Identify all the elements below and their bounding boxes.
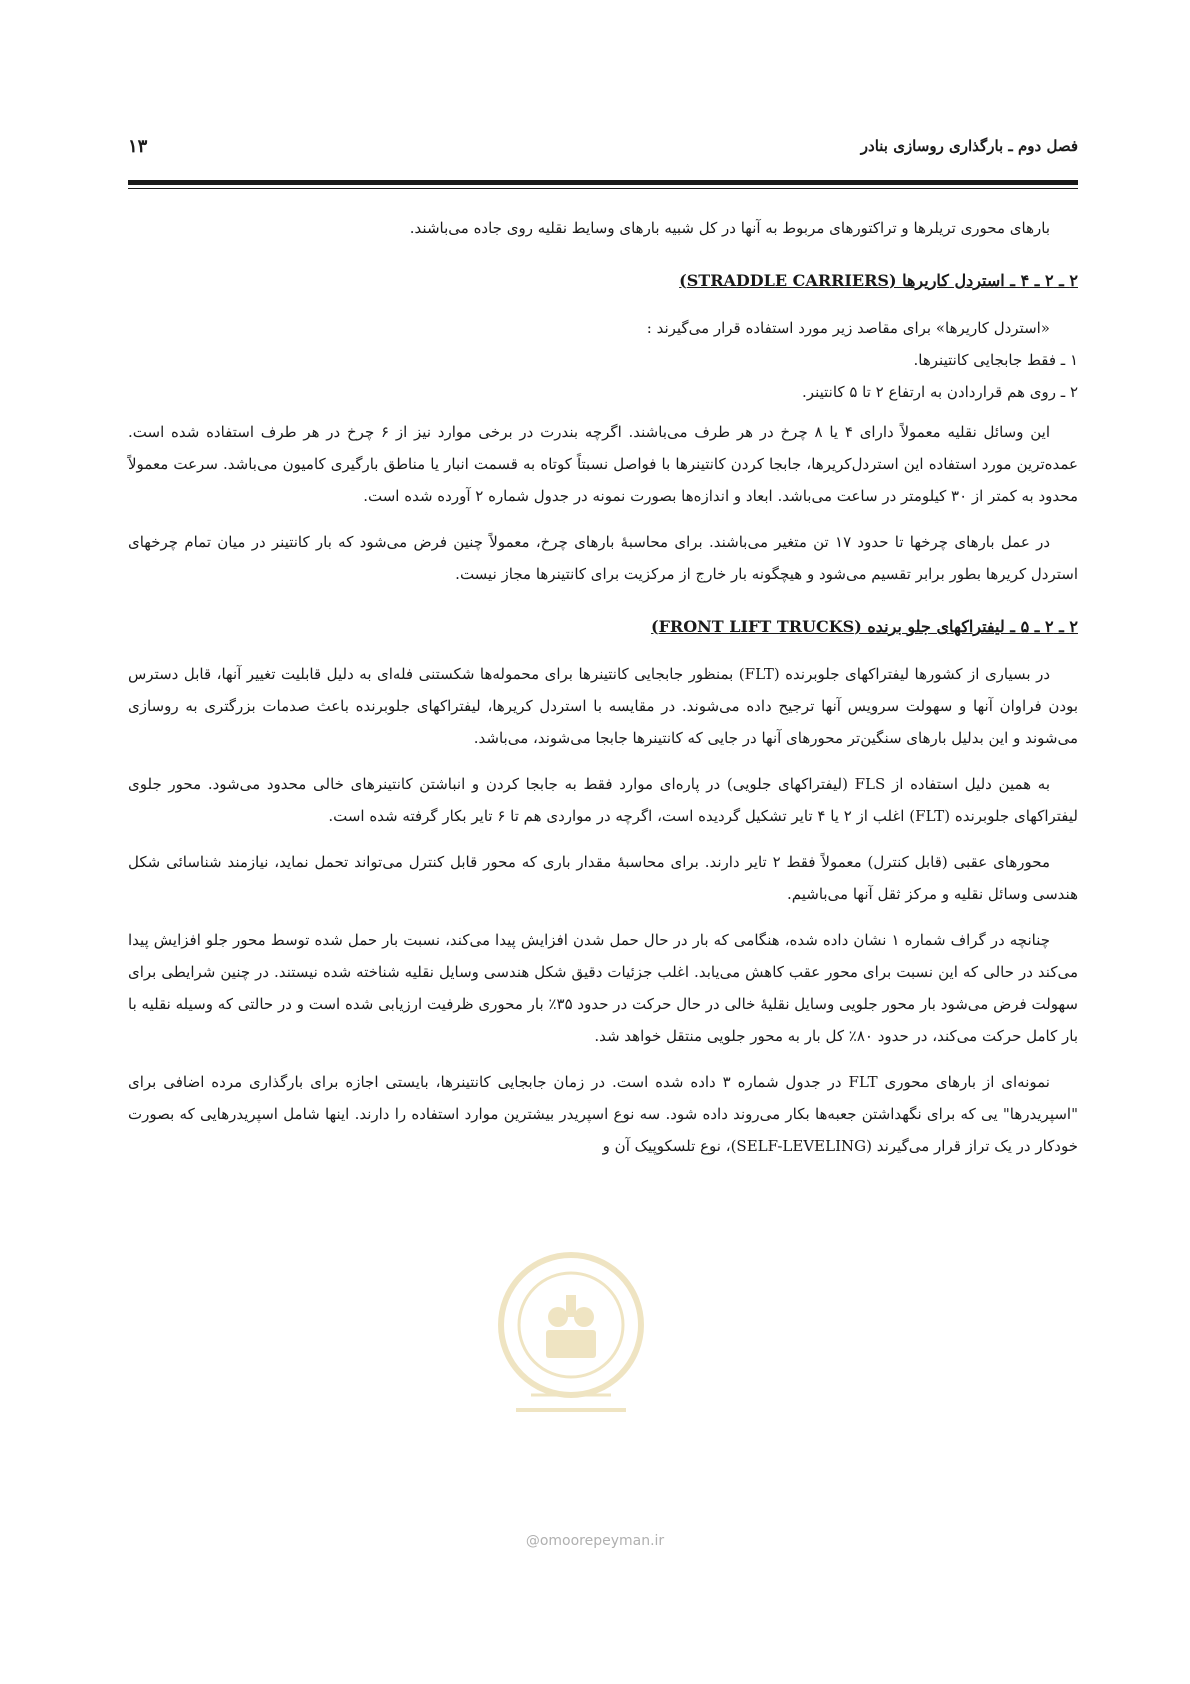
page-number: ۱۳ [128, 135, 148, 157]
chapter-title: فصل دوم ـ بارگذاری روسازی بنادر [860, 137, 1078, 155]
intro-paragraph: بارهای محوری تریلرها و تراکتورهای مربوط به آنها در کل شبیه بارهای وسایط نقلیه روی جاده می‌باشند. [409, 219, 1050, 237]
header-rule-thick [128, 180, 1078, 185]
section1-lead: «استردل کاریرها» برای مقاصد زیر مورد استفاده قرار می‌گیرند : [646, 319, 1050, 337]
page-header [128, 126, 1078, 166]
watermark-logo-icon [486, 1235, 656, 1430]
header-rule-thin [128, 188, 1078, 189]
list-item-1: ۱ ـ فقط جابجایی کانتینرها. [913, 351, 1078, 369]
section2-paragraph-5: نمونه‌ای از بارهای محوری FLT در جدول شماره ۳ داده شده است. در زمان جابجایی کانتینرها، بایستی اجازه برای بارگذاری مرده اضافی برای "اسپریدرها" یی که برای نگهداشتن جعبه‌ها بکار می‌روند داده شود. سه نوع اسپریدر بیشترین موارد استفاده را دارند. اینها شامل اسپریدرهایی که بصورت خودکار در یک تراز قرار می‌گیرند (SELF-LEVELING)، نوع تلسکوپیک آن و [128, 1073, 1078, 1155]
section1-paragraph-1: این وسائل نقلیه معمولاً دارای ۴ یا ۸ چرخ در هر طرف می‌باشند. اگرچه بندرت در برخی موارد نیز از ۶ چرخ در هر طرف استفاده شده است. عمده‌ترین مورد استفاده این استردل‌کریرها، جابجا کردن کانتینرها با فواصل نسبتاً کوتاه به قسمت انبار یا مناطق بارگیری کامیون می‌باشد. سرعت معمولاً محدود به کمتر از ۳۰ کیلومتر در ساعت می‌باشد. ابعاد و اندازه‌ها بصورت نمونه در جدول شماره ۲ آورده شده است. [128, 423, 1078, 505]
section2-paragraph-4: چنانچه در گراف شماره ۱ نشان داده شده، هنگامی که بار در حال حمل شدن افزایش پیدا می‌کند، نسبت بار حمل شده توسط محور جلو افزایش پیدا می‌کند در حالی که این نسبت برای محور عقب کاهش می‌یابد. اغلب جزئیات دقیق شکل هندسی وسایل نقلیه شناخته شده نیستند. در چنین شرایطی برای سهولت فرض می‌شود بار محور جلویی وسایل نقلیهٔ خالی در حال حرکت در حدود ۳۵٪ بار محوری ظرفیت ارزیابی شده است و در حالتی که وسیله نقلیه با بار کامل حرکت می‌کند، در حدود ۸۰٪ کل بار به محور جلویی منتقل خواهد شد. [128, 931, 1078, 1045]
page-body [128, 212, 1078, 1176]
list-item-2: ۲ ـ روی هم قراردادن به ارتفاع ۲ تا ۵ کانتینر. [802, 383, 1078, 401]
section-heading-straddle-carriers: ۲ ـ ۲ ـ ۴ ـ استردل کاریرها (STRADDLE CARRIERS) [679, 271, 1078, 290]
section2-paragraph-1: در بسیاری از کشورها لیفتراکهای جلوبرنده (FLT) بمنظور جابجایی کانتینرها برای محموله‌ها شکستنی فله‌ای به دلیل قابلیت تغییر آنها، قابل دسترس بودن فراوان آنها و سهولت سرویس آنها ترجیح داده می‌شوند. در مقایسه با استردل کریرها، لیفتراکهای جلوبرنده باعث صدمات بزرگتری به روسازی می‌شوند و این بدلیل بارهای سنگین‌تر محورهای آنها در جایی که کانتینرها جابجا می‌شوند، می‌باشد. [128, 665, 1078, 747]
watermark-url: @omoorepeyman.ir [525, 1533, 665, 1549]
section2-paragraph-3: محورهای عقبی (قابل کنترل) معمولاً فقط ۲ تایر دارند. برای محاسبهٔ مقدار باری که محور قابل کنترل می‌تواند تحمل نماید، نیازمند شناسائی شکل هندسی وسائل نقلیه و مرکز ثقل آنها می‌باشیم. [128, 853, 1078, 903]
section1-paragraph-2: در عمل بارهای چرخها تا حدود ۱۷ تن متغیر می‌باشند. برای محاسبهٔ بارهای چرخ، معمولاً چنین فرض می‌شود که بار کانتینر در میان تمام چرخهای استردل کریرها بطور برابر تقسیم می‌شود و هیچگونه بار خارج از مرکزیت برای کانتینرها مجاز نیست. [128, 533, 1078, 583]
section2-paragraph-2: به همین دلیل استفاده از FLS (لیفتراکهای جلویی) در پاره‌ای موارد فقط به جابجا کردن و انباشتن کانتینرهای خالی محدود می‌شود. محور جلوی لیفتراکهای جلوبرنده (FLT) اغلب از ۲ یا ۴ تایر تشکیل گردیده است، اگرچه در مواردی هم تا ۶ تایر بکار گرفته شده است. [128, 775, 1078, 825]
section-heading-front-lift-trucks: ۲ ـ ۲ ـ ۵ ـ لیفتراکهای جلو برنده (FRONT LIFT TRUCKS) [650, 617, 1078, 636]
